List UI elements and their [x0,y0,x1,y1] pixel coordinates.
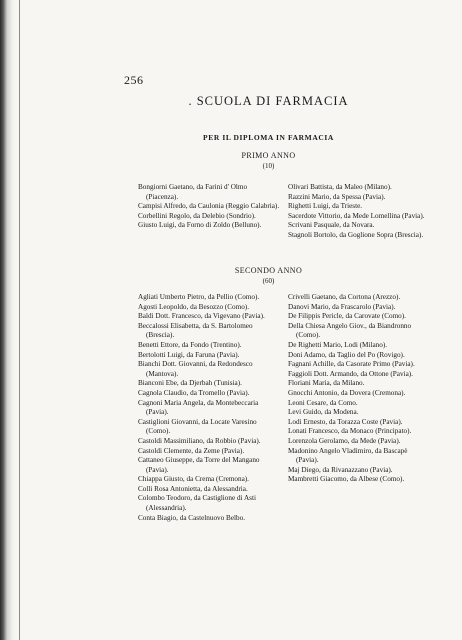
list-item: Conta Biagio, da Castelnuovo Belbo. [138,513,246,522]
list-item: Colli Rosa Antonietta, da Alessandria. [138,484,248,493]
list-item: Castoldi Clemente, da Zeme (Pavia). [138,446,245,455]
list-item: Bongiorni Gaetano, da Farini d' Olmo (Piacenza). [138,183,248,201]
list-item: Faggioli Dott. Armando, da Ottone (Pavia). [288,369,413,378]
list-item: De Filippis Pericle, da Carovate (Como). [288,312,406,321]
secondo-anno-right-column [288,293,430,485]
list-item: Doni Adamo, da Taglio del Po (Rovigo). [288,350,405,359]
list-item: Lonati Francesco, da Monaco (Principato). [288,427,412,436]
primo-anno-left-column [138,183,280,231]
list-item: Cagnola Claudio, da Tromello (Pavia). [138,388,250,397]
list-item: Levi Guido, da Modena. [288,408,359,417]
list-item: Bianchi Dott. Giovanni, da Redondesco (Mantova). [138,360,253,378]
secondo-anno-count: (60) [262,277,275,285]
list-item: Cattaneo Giuseppe, da Torre del Mangano (Pavia). [138,456,260,474]
list-item: Lodi Ernesto, da Torazza Coste (Pavia). [288,417,403,426]
list-item: De Righetti Mario, Lodi (Milano). [288,340,388,349]
list-item: Benetti Ettore, da Fondo (Trentino). [138,340,242,349]
list-item: Agliati Umberto Pietro, da Pellio (Como). [138,293,260,301]
list-item: Chiappa Giusto, da Crema (Cremona). [138,475,249,484]
list-item: Olivari Battista, da Maleo (Milano). [288,183,392,191]
secondo-anno-left-column [138,293,280,523]
list-item: Castiglioni Giovanni, da Locate Varesino (Como). [138,417,257,436]
list-item: Stagnoli Bortolo, da Goglione Sopra (Brescia). [288,230,424,239]
primo-anno-right-column [288,183,430,241]
list-item: Gnocchi Antonio, da Dovera (Cremona). [288,388,406,397]
primo-anno-heading: PRIMO ANNO [241,151,296,160]
list-item: Sacerdote Vittorio, da Mede Lomellina (Pavia). [288,211,425,220]
list-item: Della Chiesa Angelo Giov., da Biandronno (Como). [288,321,412,340]
list-item: Madonino Angelo Vladimiro, da Bascapè (Pavia). [288,446,408,465]
list-item: Fagnani Achille, da Casorate Primo (Pavia). [288,360,415,369]
list-item: Danovi Mario, da Frascarolo (Pavia). [288,302,396,311]
list-item: Mambretti Giacomo, da Albese (Como). [288,475,405,484]
list-item: Razzini Mario, da Spessa (Pavia). [288,192,386,201]
list-item: Giusto Luigi, da Forno di Zoldo (Belluno). [138,221,262,230]
secondo-anno-heading: SECONDO ANNO [234,266,303,275]
subsection-title: PER IL DIPLOMA IN FARMACIA [203,133,334,142]
list-item: Castoldi Massimiliano, da Robbio (Pavia). [138,436,261,445]
list-item: Crivelli Gaetano, da Cortona (Arezzo). [288,293,401,301]
list-item: Bertolotti Luigi, da Faruna (Pavia). [138,350,240,359]
list-item: Beccalossi Elisabetta, da S. Bartolomeo (Brescia). [138,321,253,340]
list-item: Colombo Teodoro, da Castiglione di Asti (Alessandria). [138,494,256,513]
page-number: 256 [124,73,144,87]
list-item: Baldi Dott. Francesco, da Vigevano (Pavia). [138,312,265,321]
list-item: Agosti Leopoldo, da Besozzo (Como). [138,302,249,311]
list-item: Bianconi Ebe, da Djerbah (Tunisia). [138,379,242,388]
list-item: Cagnoni Maria Angela, da Montebeccaria (Pavia). [138,398,259,417]
list-item: Floriani Maria, da Milano. [288,379,365,388]
list-item: Leoni Cesare, da Como. [288,398,358,407]
list-item: Righetti Luigi, da Trieste. [288,202,363,211]
list-item: Campisi Alfredo, da Caulonia (Reggio Calabria). [138,202,280,211]
list-item: Lorenzola Gerolamo, da Mede (Pavia). [288,436,401,445]
list-item: Scrivani Pasquale, da Novara. [288,221,375,230]
primo-anno-count: (10) [262,162,275,170]
list-item: Corbellini Regolo, da Delebio (Sondrio). [138,211,256,220]
section-title: . SCUOLA DI FARMACIA [188,94,349,108]
list-item: Maj Diego, da Rivanazzano (Pavia). [288,465,393,474]
